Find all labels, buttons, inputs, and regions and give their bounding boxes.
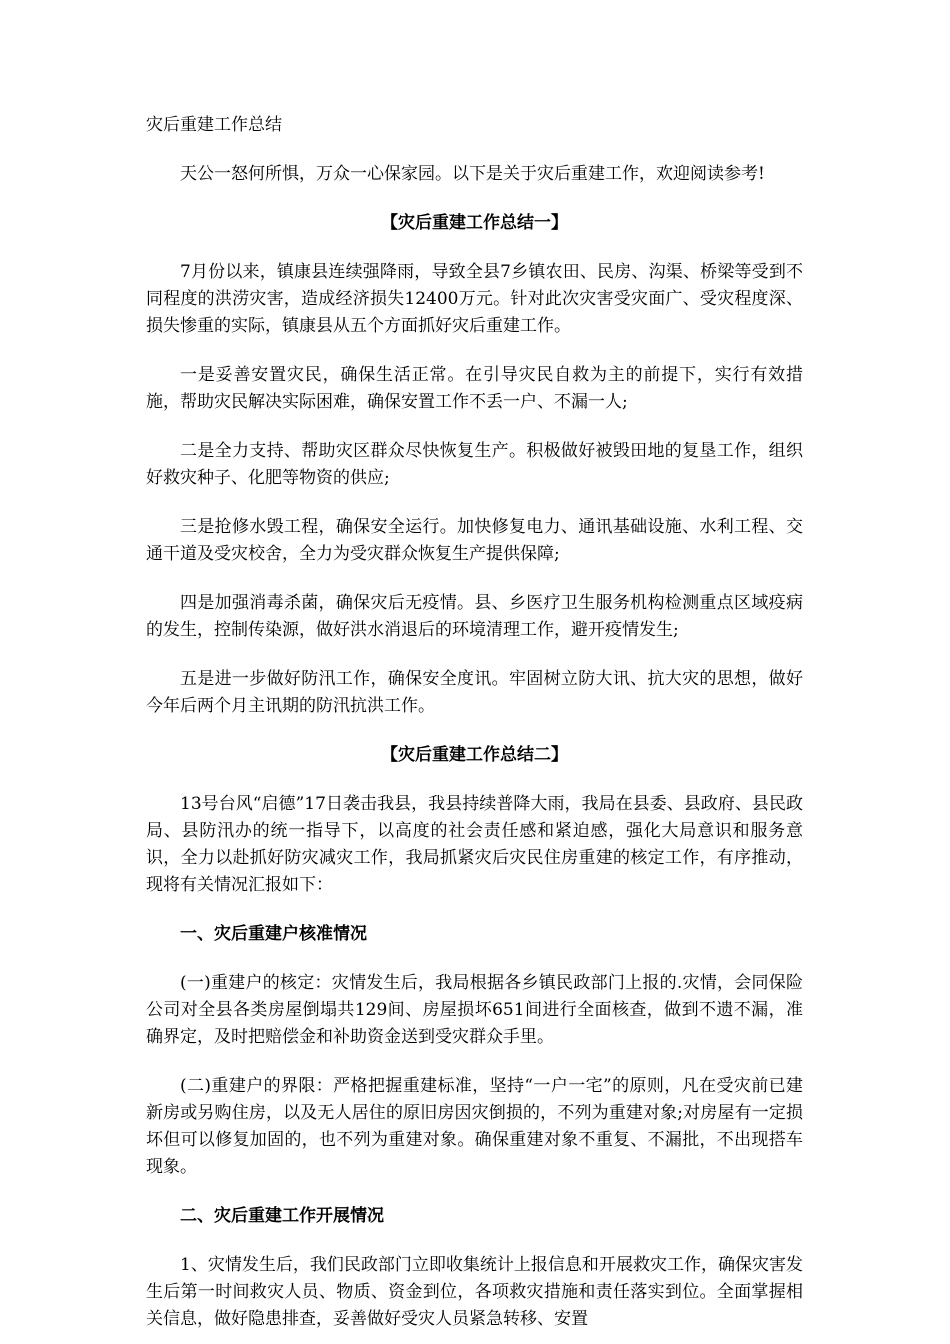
section1-paragraph-1: 7月份以来，镇康县连续强降雨，导致全县7乡镇农田、民房、沟渠、桥梁等受到不同程度的洪涝灾害，造成经济损失12400万元。针对此次灾害受灾面广、受灾程度深、损失惨重的实际，镇康县从五个方面抓好灾后重建工作。 (146, 262, 803, 336)
section-heading-2: 【灾后重建工作总结二】 (381, 745, 568, 765)
section1-paragraph-6: 五是进一步做好防汛工作，确保安全度讯。牢固树立防大讯、抗大灾的思想，做好今年后两个月主讯期的防汛抗洪工作。 (146, 669, 803, 716)
section-heading-1: 【灾后重建工作总结一】 (381, 213, 568, 233)
subsection1-paragraph-2: (二)重建户的界限：严格把握重建标准，坚持“一户一宅”的原则，凡在受灾前已建新房或另购住房，以及无人居住的原旧房因灾倒损的，不列为重建对象;对房屋有一定损坏但可以修复加固的，也不列为重建对象。确保重建对象不重复、不漏批，不出现搭车现象。 (146, 1076, 803, 1177)
section2-intro-paragraph: 13号台风“启德”17日袭击我县，我县持续普降大雨，我局在县委、县政府、县民政局、县防汛办的统一指导下，以高度的社会责任感和紧迫感，强化大局意识和服务意识，全力以赴抓好防灾减灾工作，我局抓紧灾后灾民住房重建的核定工作，有序推动，现将有关情况汇报如下： (146, 794, 803, 895)
intro-paragraph: 天公一怒何所惧，万众一心保家园。以下是关于灾后重建工作，欢迎阅读参考! (180, 164, 765, 184)
subsection-heading-2: 二、灾后重建工作开展情况 (180, 1206, 384, 1226)
section1-paragraph-3: 二是全力支持、帮助灾区群众尽快恢复生产。积极做好被毁田地的复垦工作，组织好救灾种子、化肥等物资的供应; (146, 441, 803, 488)
section1-paragraph-2: 一是妥善安置灾民，确保生活正常。在引导灾民自救为主的前提下，实行有效措施，帮助灾民解决实际困难，确保安置工作不丢一户、不漏一人; (146, 365, 803, 412)
section1-paragraph-4: 三是抢修水毁工程，确保安全运行。加快修复电力、通讯基础设施、水利工程、交通干道及受灾校舍，全力为受灾群众恢复生产提供保障; (146, 517, 803, 564)
subsection2-paragraph-1: 1、灾情发生后，我们民政部门立即收集统计上报信息和开展救灾工作，确保灾害发生后第一时间救灾人员、物质、资金到位，各项救灾措施和责任落实到位。全面掌握相关信息，做好隐患排查，妥善做好受灾人员紧急转移、安置 (146, 1255, 803, 1329)
document-title: 灾后重建工作总结 (146, 115, 282, 135)
section1-paragraph-5: 四是加强消毒杀菌，确保灾后无疫情。县、乡医疗卫生服务机构检测重点区域疫病的发生，控制传染源，做好洪水消退后的环境清理工作，避开疫情发生; (146, 593, 803, 640)
subsection1-paragraph-1: (一)重建户的核定：灾情发生后，我局根据各乡镇民政部门上报的.灾情，会同保险公司对全县各类房屋倒塌共129间、房屋损坏651间进行全面核查，做到不遗不漏，准确界定，及时把赔偿金和补助资金送到受灾群众手里。 (146, 973, 803, 1047)
subsection-heading-1: 一、灾后重建户核准情况 (180, 924, 367, 944)
